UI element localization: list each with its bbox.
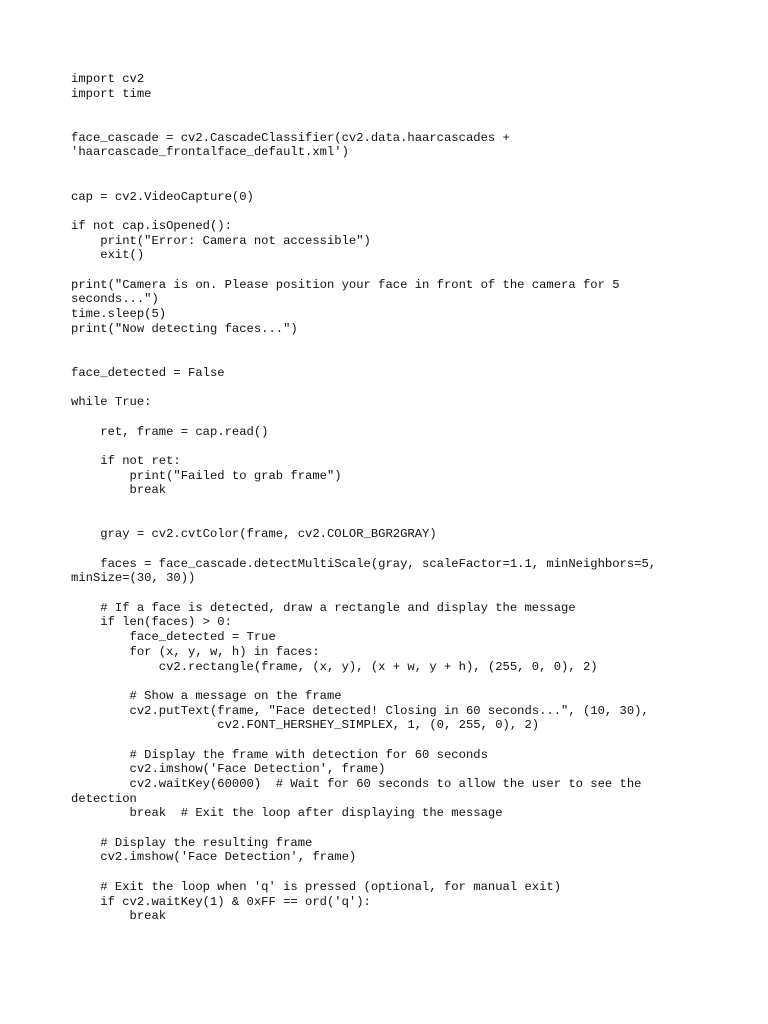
code-line: print("Now detecting faces..."): [71, 321, 298, 336]
blank-line: [71, 821, 711, 836]
blank-line: [71, 498, 711, 513]
code-line: # Show a message on the frame: [71, 688, 342, 703]
blank-line: [71, 351, 711, 366]
code-line: 'haarcascade_frontalface_default.xml'): [71, 145, 349, 160]
code-line: face_detected = False: [71, 365, 225, 380]
code-line: # Display the resulting frame: [71, 835, 313, 850]
code-line: ret, frame = cap.read(): [71, 424, 269, 439]
code-line: import time: [71, 86, 152, 101]
code-line: cv2.putText(frame, "Face detected! Closing in 60 seconds...", (10, 30),: [71, 703, 649, 718]
code-line: break # Exit the loop after displaying the message: [71, 806, 503, 821]
code-line: for (x, y, w, h) in faces:: [71, 644, 320, 659]
blank-line: [71, 175, 711, 190]
code-line: break: [71, 909, 167, 924]
code-line: faces = face_cascade.detectMultiScale(gray, scaleFactor=1.1, minNeighbors=5,: [71, 556, 657, 571]
code-line: cv2.rectangle(frame, (x, y), (x + w, y + h), (255, 0, 0), 2): [71, 659, 598, 674]
code-document: [71, 72, 711, 924]
blank-line: [71, 733, 711, 748]
code-line: cv2.imshow('Face Detection', frame): [71, 850, 357, 865]
blank-line: [71, 116, 711, 131]
blank-line: [71, 380, 711, 395]
code-line: cv2.imshow('Face Detection', frame): [71, 762, 386, 777]
code-line: gray = cv2.cvtColor(frame, cv2.COLOR_BGR2GRAY): [71, 527, 437, 542]
code-line: import cv2: [71, 72, 145, 86]
code-line: cv2.FONT_HERSHEY_SIMPLEX, 1, (0, 255, 0), 2): [71, 718, 540, 733]
blank-line: [71, 865, 711, 880]
blank-line: [71, 101, 711, 116]
code-line: # If a face is detected, draw a rectangle and display the message: [71, 600, 576, 615]
code-line: if len(faces) > 0:: [71, 615, 232, 630]
code-line: # Exit the loop when 'q' is pressed (optional, for manual exit): [71, 879, 562, 894]
code-line: # Display the frame with detection for 60 seconds: [71, 747, 488, 762]
blank-line: [71, 674, 711, 689]
code-line: face_detected = True: [71, 630, 276, 645]
blank-line: [71, 410, 711, 425]
code-line: detection: [71, 791, 137, 806]
code-line: face_cascade = cv2.CascadeClassifier(cv2.data.haarcascades +: [71, 130, 510, 145]
blank-line: [71, 586, 711, 601]
code-line: exit(): [71, 248, 145, 263]
code-line: print("Error: Camera not accessible"): [71, 233, 371, 248]
code-line: print("Camera is on. Please position your face in front of the camera for 5: [71, 277, 620, 292]
blank-line: [71, 439, 711, 454]
code-line: minSize=(30, 30)): [71, 571, 196, 586]
code-line: if not ret:: [71, 453, 181, 468]
blank-line: [71, 336, 711, 351]
code-line: while True:: [71, 395, 152, 410]
blank-line: [71, 204, 711, 219]
code-line: print("Failed to grab frame"): [71, 468, 342, 483]
code-line: cv2.waitKey(60000) # Wait for 60 seconds to allow the user to see the: [71, 777, 642, 791]
blank-line: [71, 263, 711, 278]
code-line: cap = cv2.VideoCapture(0): [71, 189, 254, 204]
code-line: time.sleep(5): [71, 307, 167, 321]
blank-line: [71, 542, 711, 557]
code-line: break: [71, 483, 167, 498]
blank-line: [71, 160, 711, 175]
code-line: if not cap.isOpened():: [71, 218, 232, 233]
code-line: if cv2.waitKey(1) & 0xFF == ord('q'):: [71, 894, 371, 909]
code-line: seconds..."): [71, 292, 159, 307]
blank-line: [71, 513, 711, 528]
